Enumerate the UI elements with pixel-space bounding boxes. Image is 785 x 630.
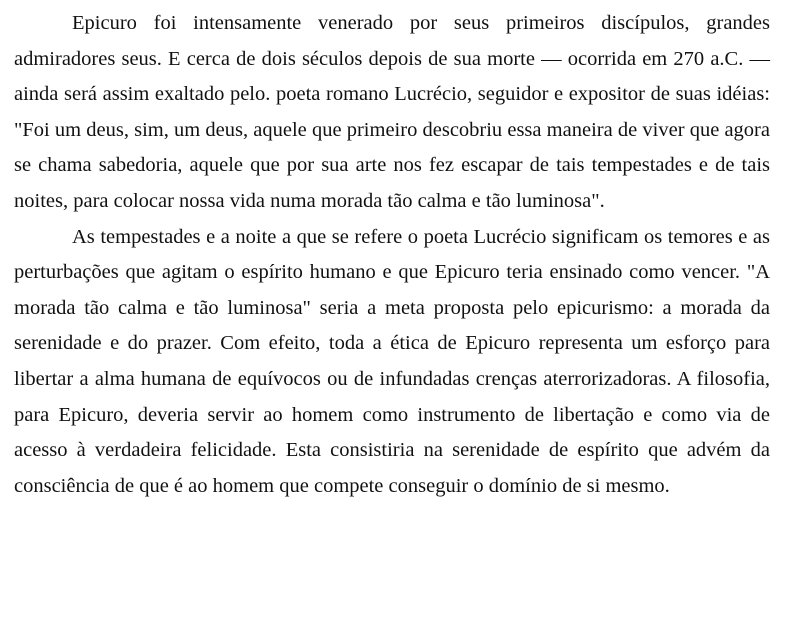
paragraph-epicurus-veneration: Epicuro foi intensamente venerado por seus primeiros discípulos, grandes admiradores seus. E cerca de dois séculos depois de sua morte — ocorrida em 270 a.C. — ainda será assim exaltado pelo. poeta romano Lucrécio, seguidor e expositor de suas idéias: "Foi um deus, sim, um deus, aquele que primeiro descobriu essa maneira de viver que agora se chama sabedoria, aquele que por sua arte nos fez escapar de tais tempestades e de tais noites, para colocar nossa vida numa morada tão calma e tão luminosa". — [14, 12, 770, 212]
paragraph-storms-and-night: As tempestades e a noite a que se refere o poeta Lucrécio significam os temores e as perturbações que agitam o espírito humano e que Epicuro teria ensinado como vencer. "A morada tão calma e tão luminosa" seria a meta proposta pelo epicurismo: a morada da serenidade e do prazer. Com efeito, toda a ética de Epicuro representa um esforço para libertar a alma humana de equívocos ou de infundadas crenças aterrorizadoras. A filosofia, para Epicuro, deveria servir ao homem como instrumento de libertação e como via de acesso à verdadeira felicidade. Esta consistiria na serenidade de espírito que advém da consciência de que é ao homem que compete conseguir o domínio de si mesmo. — [14, 225, 770, 497]
